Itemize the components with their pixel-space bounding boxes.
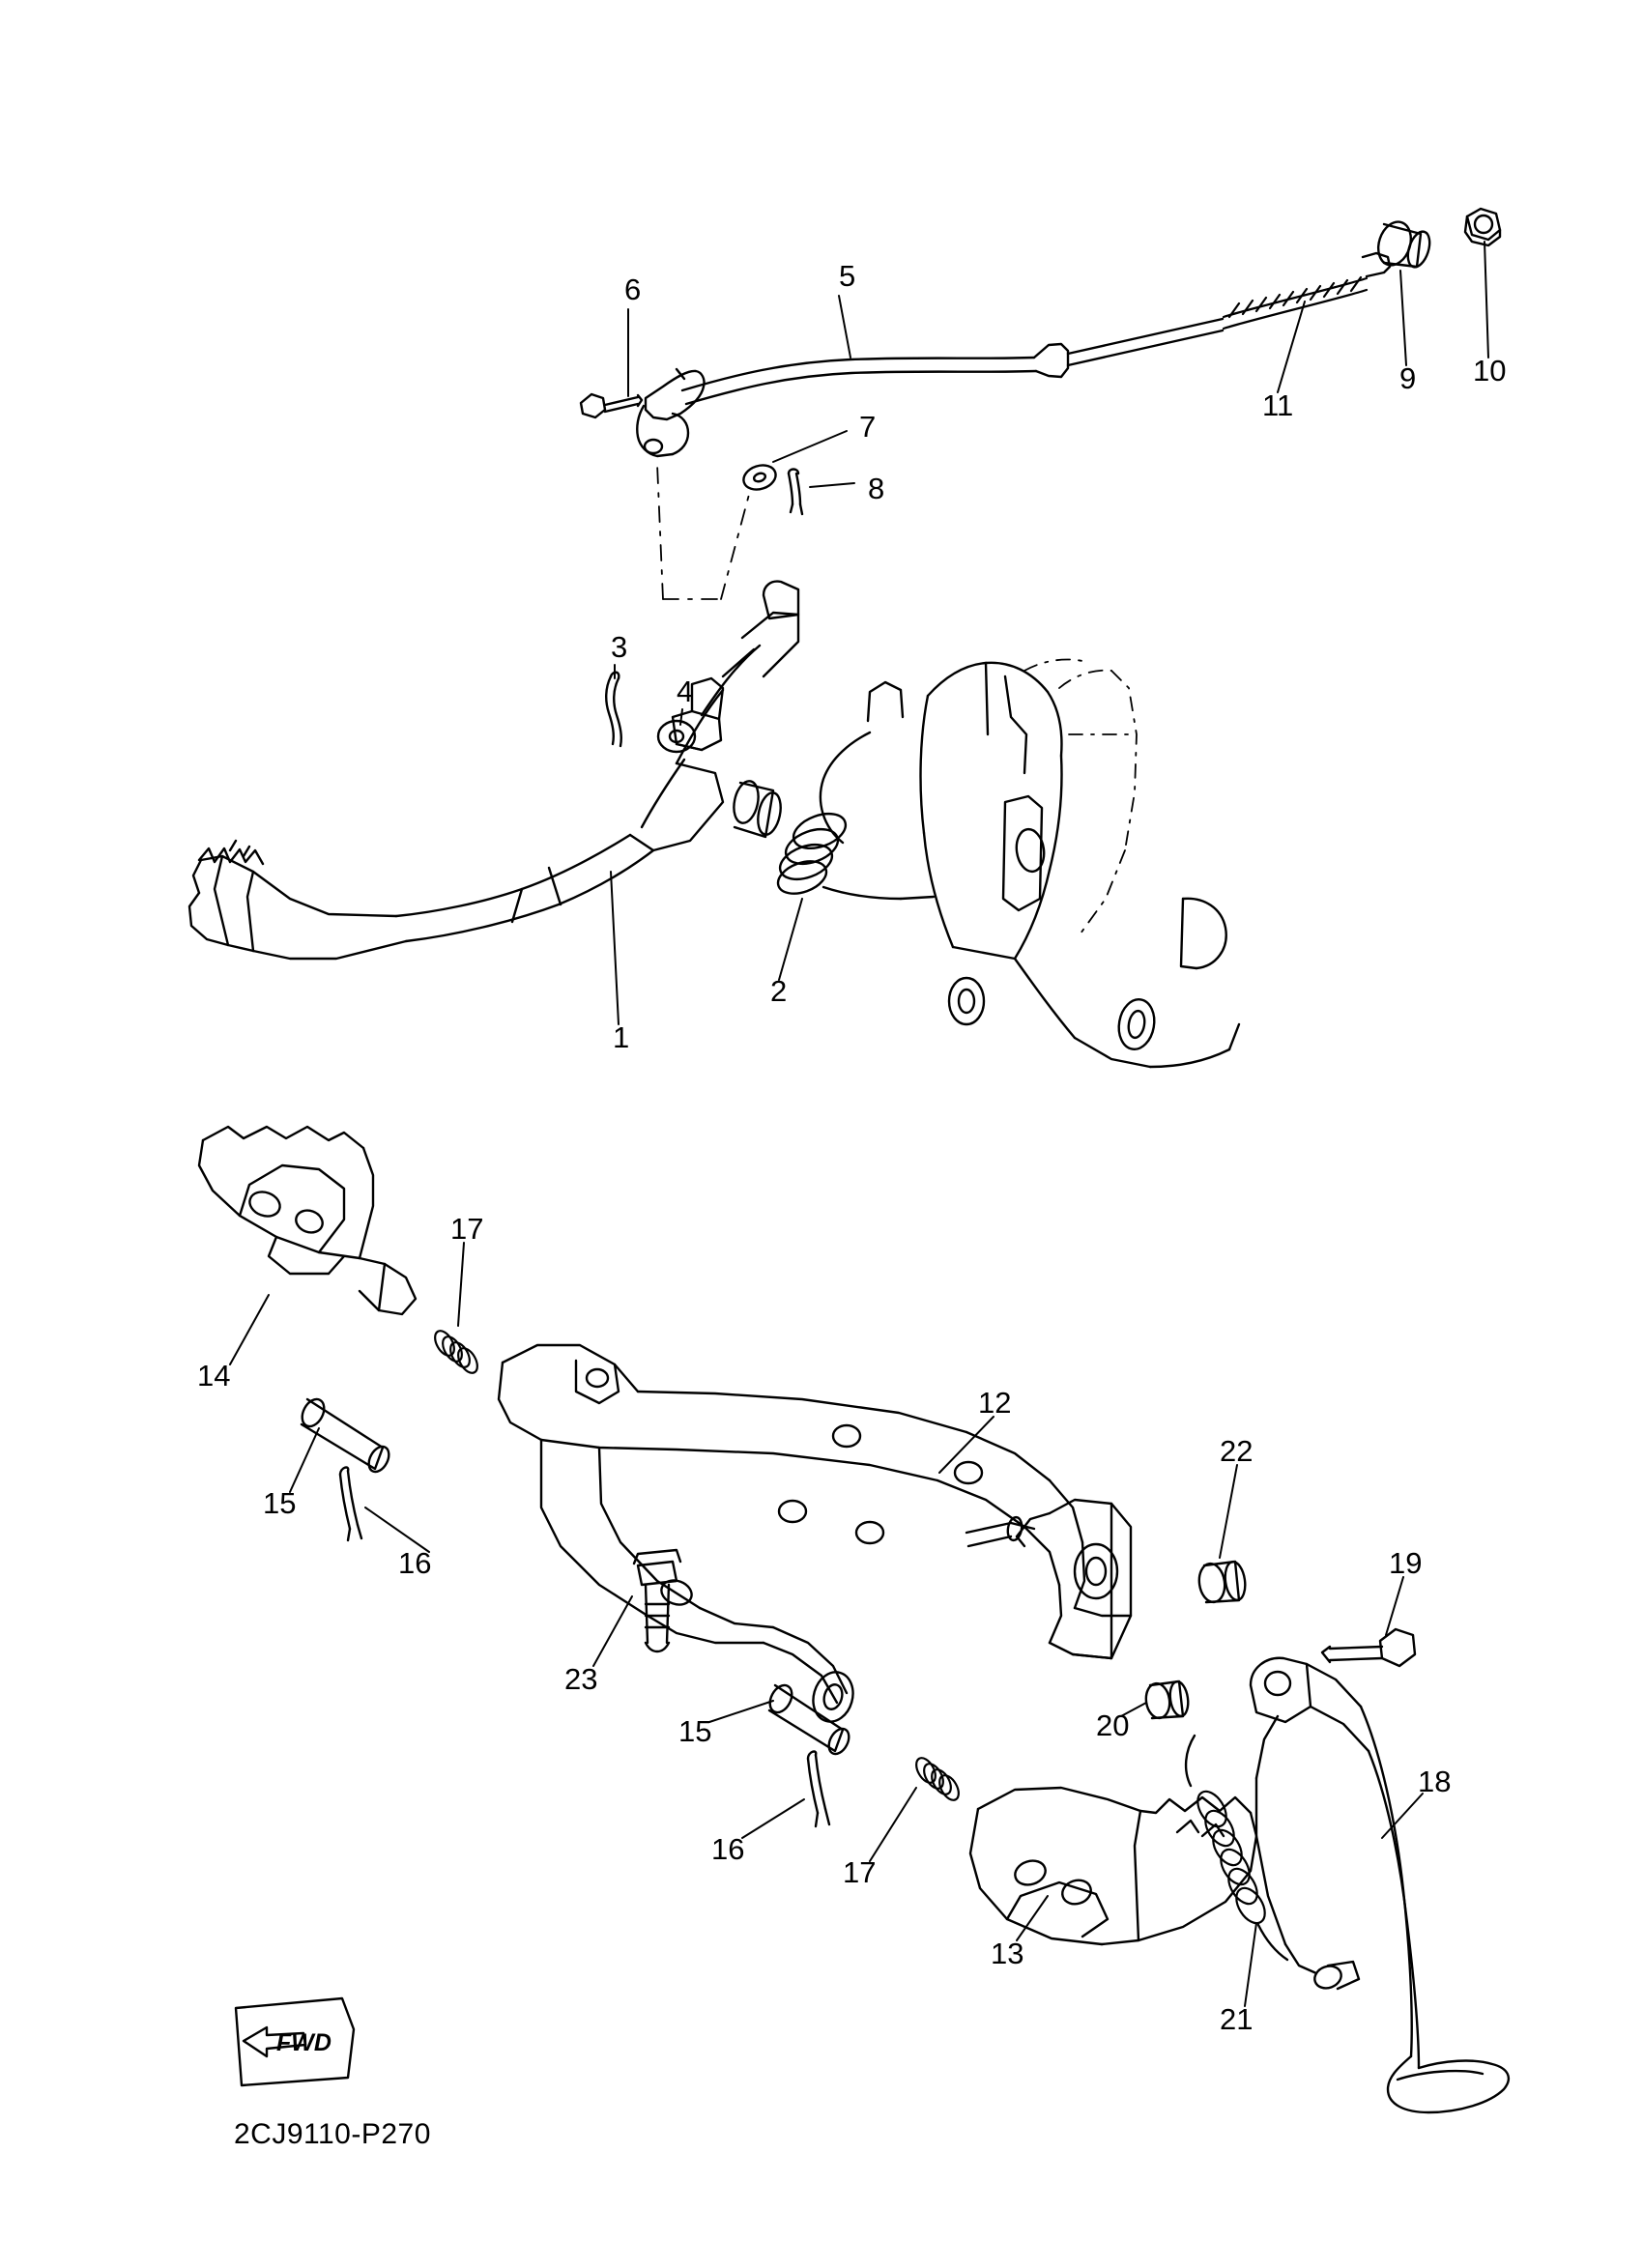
callout-13: 13	[991, 1937, 1024, 1970]
callout-20: 20	[1096, 1708, 1130, 1742]
callout-19: 19	[1389, 1546, 1423, 1580]
part-10-nut	[1465, 209, 1500, 245]
part-15-pin-upper	[298, 1395, 392, 1476]
part-2-return-spring	[773, 682, 934, 900]
callout-17-lower: 17	[843, 1855, 877, 1889]
callout-17-upper: 17	[450, 1212, 484, 1246]
part-19-bolt	[1322, 1629, 1415, 1666]
part-1-brake-pedal	[189, 582, 798, 959]
part-16-cotter-pin-lower	[808, 1752, 829, 1826]
part-16-cotter-pin-upper	[340, 1468, 361, 1540]
frame-bracket-phantom	[921, 663, 1239, 1067]
part-23-bolt	[634, 1550, 680, 1651]
part-7-washer	[740, 461, 779, 493]
callout-6: 6	[624, 273, 642, 306]
callout-7: 7	[859, 410, 877, 444]
part-22-collar	[1196, 1561, 1247, 1604]
fwd-label: FWD	[276, 2029, 331, 2056]
callout-12: 12	[978, 1386, 1012, 1420]
part-14-left-footrest	[199, 1127, 416, 1314]
callout-8: 8	[868, 472, 885, 505]
part-17-spring-lower	[912, 1755, 963, 1803]
callout-15-upper: 15	[263, 1486, 297, 1520]
callout-14: 14	[197, 1359, 231, 1392]
callout-1: 1	[613, 1020, 630, 1054]
part-3-clip	[606, 673, 621, 746]
part-1-pedal-arm-upper	[637, 369, 704, 456]
callout-18: 18	[1418, 1765, 1452, 1798]
callout-4: 4	[677, 675, 694, 708]
part-8-cotter-pin	[789, 470, 802, 515]
callout-5: 5	[839, 259, 856, 293]
pedal-bushing	[731, 779, 785, 837]
part-5-brake-rod	[682, 253, 1390, 404]
callout-2: 2	[770, 974, 788, 1008]
part-6-bolt	[581, 394, 642, 417]
callout-22: 22	[1220, 1434, 1254, 1468]
callout-9: 9	[1399, 361, 1417, 395]
callout-3: 3	[611, 630, 628, 664]
callout-10: 10	[1473, 354, 1507, 388]
part-20-collar	[1144, 1680, 1191, 1720]
callout-21: 21	[1220, 2002, 1254, 2036]
part-17-spring-upper	[431, 1328, 481, 1376]
part-21-side-stand-spring	[1186, 1736, 1287, 1960]
callout-16-upper: 16	[398, 1546, 432, 1580]
part-9-collar	[1373, 217, 1434, 270]
diagram-part-code: 2CJ9110-P270	[234, 2118, 431, 2150]
part-18-side-stand	[1251, 1658, 1509, 2112]
frame-bracket-dashed	[1024, 659, 1137, 933]
callout-11: 11	[1262, 388, 1294, 422]
callout-15-lower: 15	[678, 1714, 712, 1748]
callout-16-lower: 16	[711, 1832, 745, 1866]
callout-23: 23	[564, 1662, 598, 1696]
